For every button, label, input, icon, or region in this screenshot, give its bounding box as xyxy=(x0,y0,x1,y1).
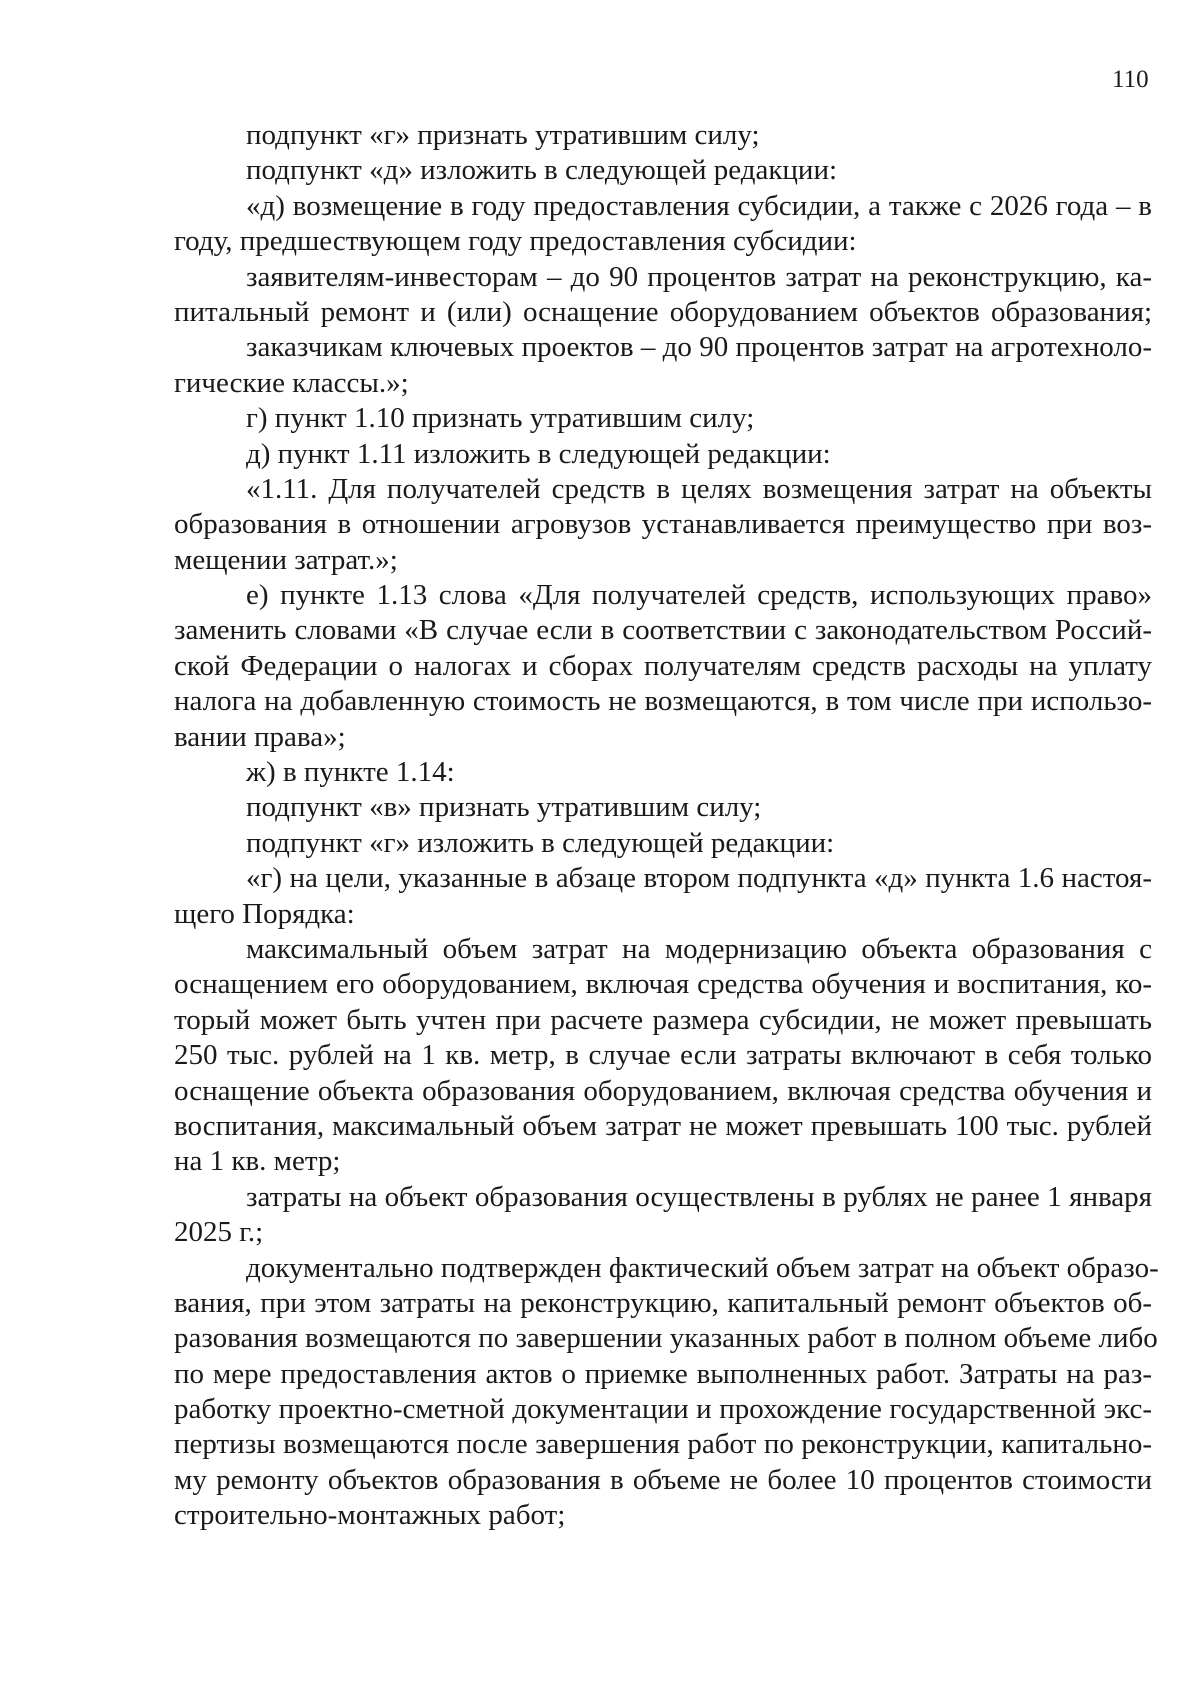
text-line: разования возмещаются по завершении указанных работ в полном объеме либо xyxy=(174,1322,1158,1355)
text-line: подпункт «г» изложить в следующей редакции: xyxy=(246,826,835,859)
text-line: документально подтвержден фактический объем затрат на объект образо- xyxy=(246,1251,1159,1284)
text-line: строительно-монтажных работ; xyxy=(174,1499,566,1532)
text-line: подпункт «в» признать утратившим силу; xyxy=(246,791,762,824)
text-line: по мере предоставления актов о приемке выполненных работ. Затраты на раз- xyxy=(174,1357,1152,1390)
text-line: пертизы возмещаются после завершения работ по реконструкции, капитально- xyxy=(174,1428,1152,1461)
text-line: ской Федерации о налогах и сборах получателям средств расходы на уплату xyxy=(174,649,1152,682)
text-line: «1.11. Для получателей средств в целях возмещения затрат на объекты xyxy=(246,472,1152,505)
text-line: оснащением его оборудованием, включая средства обучения и воспитания, ко- xyxy=(174,968,1152,1001)
text-line: вании права»; xyxy=(174,720,346,753)
text-line: подпункт «г» признать утратившим силу; xyxy=(246,119,760,151)
text-line: мещении затрат.»; xyxy=(174,543,398,576)
text-line: максимальный объем затрат на модернизацию объекта образования с xyxy=(246,932,1152,965)
text-line: затраты на объект образования осуществлены в рублях не ранее 1 января xyxy=(246,1180,1152,1213)
text-line: питальный ремонт и (или) оснащение оборудованием объектов образования; xyxy=(174,295,1152,328)
text-line: году, предшествующем году предоставления субсидии: xyxy=(174,225,857,258)
text-line: гические классы.»; xyxy=(174,366,409,399)
text-line: оснащение объекта образования оборудованием, включая средства обучения и xyxy=(174,1074,1152,1107)
text-line: му ремонту объектов образования в объеме не более 10 процентов стоимости xyxy=(174,1463,1152,1496)
text-line: торый может быть учтен при расчете размера субсидии, не может превышать xyxy=(174,1003,1152,1036)
text-line: вания, при этом затраты на реконструкцию, капитальный ремонт объектов об- xyxy=(174,1286,1152,1319)
text-line: ж) в пункте 1.14: xyxy=(246,756,455,789)
text-line: заменить словами «В случае если в соответствии с законодательством Россий- xyxy=(174,614,1152,647)
text-line: заявителям-инвесторам – до 90 процентов затрат на реконструкцию, ка- xyxy=(246,260,1152,293)
text-line: на 1 кв. метр; xyxy=(174,1145,341,1178)
text-line: г) пункт 1.10 признать утратившим силу; xyxy=(246,402,755,435)
text-line: налога на добавленную стоимость не возмещаются, в том числе при использо- xyxy=(174,685,1152,718)
text-line: подпункт «д» изложить в следующей редакции: xyxy=(246,154,838,187)
text-line: щего Порядка: xyxy=(174,897,355,930)
text-line: 2025 г.; xyxy=(174,1216,264,1249)
text-line: «д) возмещение в году предоставления субсидии, а также с 2026 года – в xyxy=(246,189,1152,222)
page-number: 110 xyxy=(1112,66,1149,93)
text-line: «г) на цели, указанные в абзаце втором подпункта «д» пункта 1.6 настоя- xyxy=(246,862,1152,895)
text-line: заказчикам ключевых проектов – до 90 процентов затрат на агротехноло- xyxy=(246,331,1152,364)
document-body xyxy=(174,118,1159,1534)
text-line: воспитания, максимальный объем затрат не может превышать 100 тыс. рублей xyxy=(174,1109,1152,1142)
text-line: 250 тыс. рублей на 1 кв. метр, в случае если затраты включают в себя только xyxy=(174,1039,1152,1072)
text-line: е) пункте 1.13 слова «Для получателей средств, использующих право» xyxy=(246,579,1152,612)
text-line: работку проектно-сметной документации и прохождение государственной экс- xyxy=(174,1393,1152,1426)
text-line: образования в отношении агровузов устанавливается преимущество при воз- xyxy=(174,508,1152,541)
text-line: д) пункт 1.11 изложить в следующей редакции: xyxy=(246,437,831,470)
